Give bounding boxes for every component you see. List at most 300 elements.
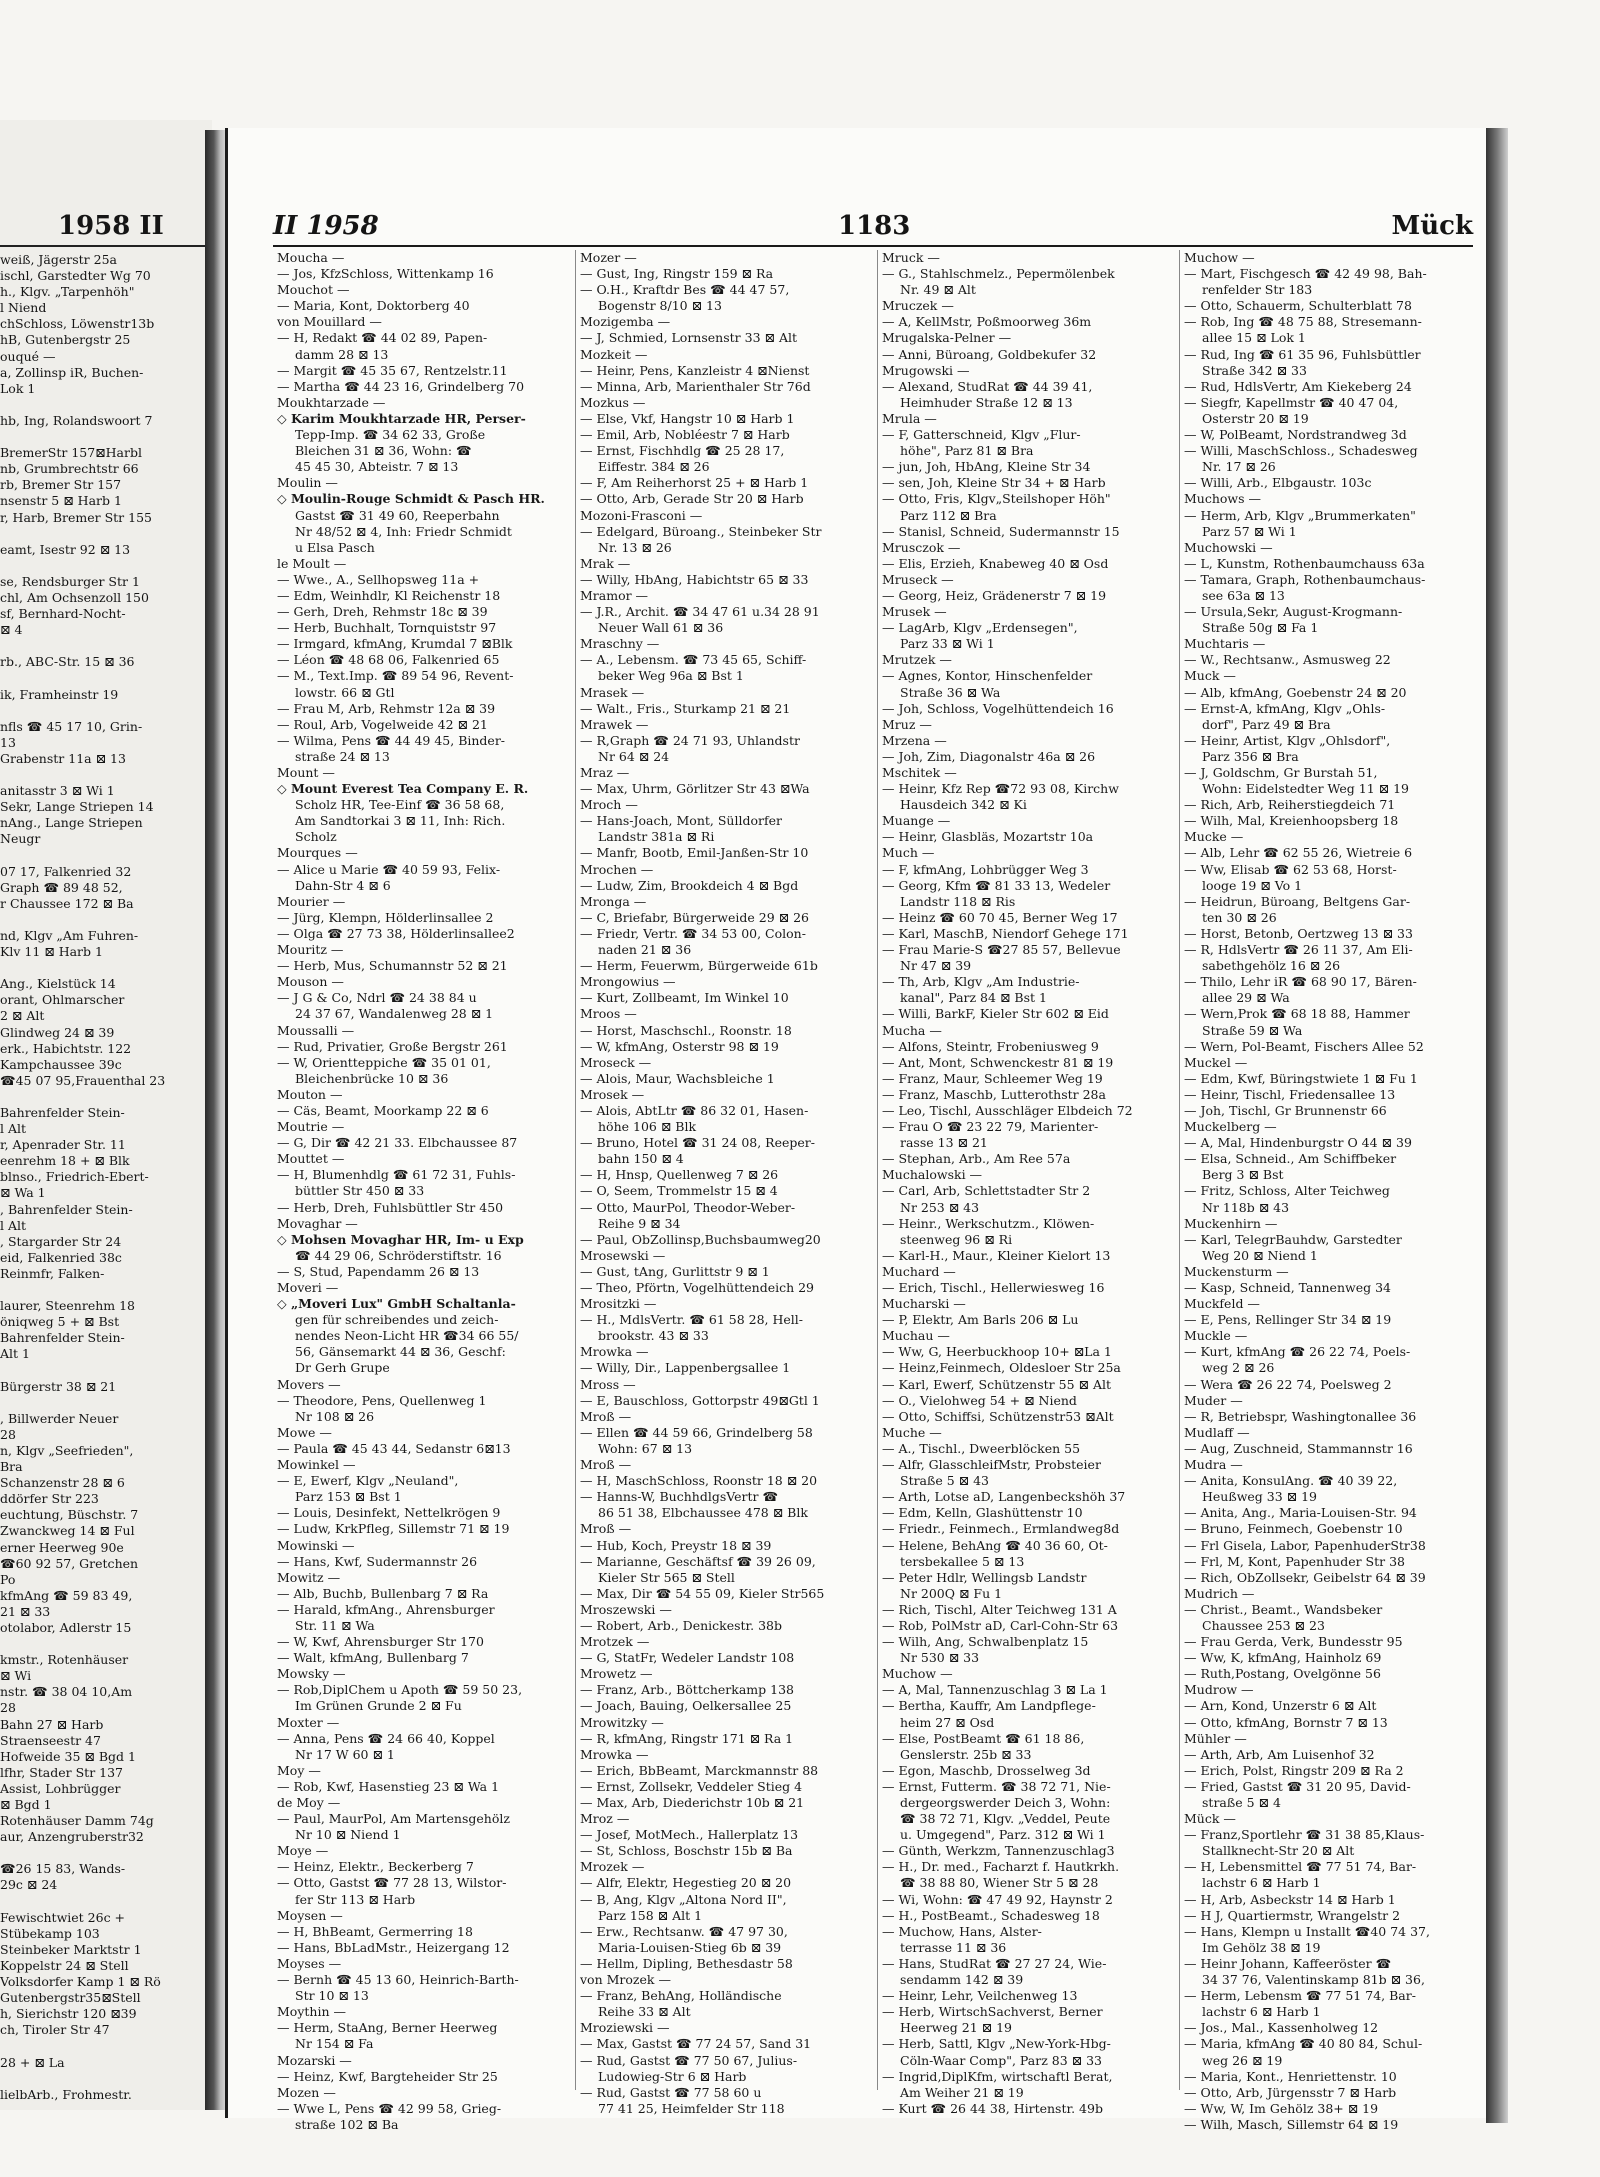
directory-entry-line: — Theodore, Pens, Quellenweg 1 bbox=[277, 1392, 487, 1408]
directory-entry-line: — H., PostBeamt., Schadesweg 18 bbox=[882, 1907, 1100, 1923]
directory-entry-line: — Ernst-A, kfmAng, Klgv „Ohls- bbox=[1184, 700, 1386, 716]
directory-entry-line: — Heinz, Kwf, Bargteheider Str 25 bbox=[277, 2068, 498, 2084]
directory-entry-line: Mruck — bbox=[882, 250, 940, 265]
directory-entry-line: Mraz — bbox=[580, 765, 630, 780]
directory-entry-line: Nr 253 ⊠ 43 bbox=[900, 1199, 980, 1215]
directory-entry-line: — Wilh, Mal, Kreienhoopsberg 18 bbox=[1184, 813, 1399, 829]
directory-entry-line: — Arth, Lotse aD, Langenbeckshöh 37 bbox=[882, 1489, 1126, 1505]
directory-entry-line: Mrosewski — bbox=[580, 1247, 666, 1263]
directory-entry-line: — H J, Quartiermstr, Wrangelstr 2 bbox=[1184, 1907, 1401, 1923]
directory-entry-line: — St, Schloss, Boschstr 15b ⊠ Ba bbox=[580, 1843, 793, 1859]
directory-entry-line: — Kasp, Schneid, Tannenweg 34 bbox=[1184, 1280, 1391, 1295]
directory-entry-line: — O, Seem, Trommelstr 15 ⊠ 4 bbox=[580, 1183, 778, 1199]
directory-entry-line: — Max, Dir ☎ 54 55 09, Kieler Str565 bbox=[580, 1585, 825, 1601]
directory-entry-line: Mück — bbox=[1184, 1811, 1236, 1827]
directory-entry-line: — Hans, BbLadMstr., Heizergang 12 bbox=[277, 1939, 510, 1955]
directory-entry-line: Moyses — bbox=[277, 1955, 342, 1971]
directory-entry-line: Kieler Str 565 ⊠ Stell bbox=[598, 1569, 735, 1585]
directory-entry-line: 77 41 25, Heimfelder Str 118 bbox=[598, 2100, 785, 2116]
directory-entry-line: Muchow — bbox=[1184, 250, 1255, 265]
directory-entry-line: Mross — bbox=[580, 1376, 636, 1392]
directory-entry-line: — Wilh, Masch, Sillemstr 64 ⊠ 19 bbox=[1184, 2116, 1399, 2132]
left-page-line: lfhr, Stader Str 137 bbox=[0, 1764, 124, 1780]
left-page-line bbox=[0, 1089, 205, 1105]
directory-entry-line: ☎ 38 88 80, Wiener Str 5 ⊠ 28 bbox=[900, 1875, 1099, 1891]
directory-entry-line: — H, MaschSchloss, Roonstr 18 ⊠ 20 bbox=[580, 1473, 818, 1489]
directory-entry-line: — Otto, Arb, Gerade Str 20 ⊠ Harb bbox=[580, 491, 804, 507]
directory-entry-line: Mroos — bbox=[580, 1006, 637, 1022]
directory-entry-line: höhe", Parz 81 ⊠ Bra bbox=[900, 443, 1034, 459]
left-page-line: l Alt bbox=[0, 1217, 27, 1233]
directory-entry-line: Nr. 49 ⊠ Alt bbox=[900, 282, 976, 298]
left-page-line: Kampchaussee 39c bbox=[0, 1056, 122, 1072]
directory-entry-line: — sen, Joh, Kleine Str 34 + ⊠ Harb bbox=[882, 475, 1106, 491]
directory-entry-line: Mroz — bbox=[580, 1811, 630, 1827]
left-page-line: Bahrenfelder Stein- bbox=[0, 1330, 125, 1346]
directory-entry-line: — Willi, Arb., Elbgaustr. 103c bbox=[1184, 475, 1372, 491]
directory-entry-line: — Günth, Werkzm, Tannenzuschlag3 bbox=[882, 1843, 1115, 1859]
directory-entry-line: Mroszewski — bbox=[580, 1601, 672, 1617]
directory-entry-line: straße 5 ⊠ 4 bbox=[1202, 1795, 1281, 1810]
directory-entry-line: Mruz — bbox=[882, 716, 932, 732]
left-page-line: r, Harb, Bremer Str 155 bbox=[0, 509, 152, 525]
directory-entry-line: — Thilo, Lehr iR ☎ 68 90 17, Bären- bbox=[1184, 974, 1417, 990]
left-page-line: Lok 1 bbox=[0, 380, 36, 396]
directory-entry-line: — Fried, Gastst ☎ 31 20 95, David- bbox=[1184, 1778, 1411, 1794]
directory-entry-line: — Leo, Tischl, Ausschläger Elbdeich 72 bbox=[882, 1102, 1133, 1118]
directory-entry-line: 86 51 38, Elbchaussee 478 ⊠ Blk bbox=[598, 1505, 808, 1521]
directory-entry-line: u. Umgegend", Parz. 312 ⊠ Wi 1 bbox=[900, 1827, 1106, 1843]
directory-entry-line: — W, PolBeamt, Nordstrandweg 3d bbox=[1184, 427, 1407, 443]
page-edge bbox=[1486, 128, 1508, 2123]
directory-entry-line: Moutrie — bbox=[277, 1119, 345, 1135]
directory-entry-line: von Mrozek — bbox=[580, 1972, 671, 1988]
directory-entry-line: Heußweg 33 ⊠ 19 bbox=[1202, 1489, 1318, 1505]
directory-entry-line: — Fritz, Schloss, Alter Teichweg bbox=[1184, 1183, 1390, 1199]
directory-entry-line: — Frl Gisela, Labor, PapenhuderStr38 bbox=[1184, 1537, 1426, 1553]
directory-entry-line: ◇ Mount Everest Tea Company E. R. bbox=[277, 781, 529, 797]
directory-entry-line: Parz 158 ⊠ Alt 1 bbox=[598, 1907, 703, 1923]
left-page-line: Bra bbox=[0, 1459, 23, 1475]
directory-entry-line: Mrula — bbox=[882, 410, 937, 426]
directory-entry-line: — Alb, Lehr ☎ 62 55 26, Wietreie 6 bbox=[1184, 845, 1413, 861]
directory-entry-line: Parz 57 ⊠ Wi 1 bbox=[1202, 523, 1297, 539]
directory-entry-line: Weg 20 ⊠ Niend 1 bbox=[1202, 1247, 1318, 1263]
directory-entry-line: bahn 150 ⊠ 4 bbox=[598, 1151, 684, 1167]
left-page-line: ischl, Garstedter Wg 70 bbox=[0, 268, 151, 284]
directory-entry-line: Movers — bbox=[277, 1376, 341, 1392]
left-page-line: sf, Bernhard-Nocht- bbox=[0, 606, 126, 622]
directory-entry-line: — Hans-Joach, Mont, Sülldorfer bbox=[580, 813, 782, 829]
directory-entry-line: Mrongowius — bbox=[580, 974, 676, 990]
directory-entry-line: — R, HdlsVertr ☎ 26 11 37, Am Eli- bbox=[1184, 942, 1413, 958]
directory-entry-line: Mrugalska-Pelner — bbox=[882, 330, 1012, 346]
left-page-line: eid, Falkenried 38c bbox=[0, 1249, 122, 1265]
directory-entry-line: Mouritz — bbox=[277, 942, 344, 958]
directory-entry-line: Mozoni-Frasconi — bbox=[580, 507, 703, 523]
left-page-line bbox=[0, 1845, 205, 1861]
directory-entry-line: Chaussee 253 ⊠ 23 bbox=[1202, 1617, 1325, 1633]
page-keyword: Mück bbox=[1391, 211, 1473, 241]
directory-entry-line: — Wwe., A., Sellhopsweg 11a + bbox=[277, 571, 480, 587]
directory-entry-line: — A., Lebensm. ☎ 73 45 65, Schiff- bbox=[580, 652, 807, 668]
directory-entry-line: — Alois, Maur, Wachsbleiche 1 bbox=[580, 1070, 775, 1086]
directory-entry-line: — Wilma, Pens ☎ 44 49 45, Binder- bbox=[277, 732, 506, 748]
directory-entry-line: — F, Gatterschneid, Klgv „Flur- bbox=[882, 427, 1081, 443]
directory-entry-line: — Léon ☎ 48 68 06, Falkenried 65 bbox=[277, 652, 500, 668]
directory-entry-line: ◇ „Moveri Lux" GmbH Schaltanla- bbox=[277, 1296, 516, 1312]
directory-entry-line: Moulin — bbox=[277, 475, 338, 491]
directory-entry-line: — Rud, Ing ☎ 61 35 96, Fuhlsbüttler bbox=[1184, 346, 1421, 362]
directory-entry-line: — Frau M, Arb, Rehmstr 12a ⊠ 39 bbox=[277, 700, 496, 716]
directory-entry-line: — Rob, PolMstr aD, Carl-Cohn-Str 63 bbox=[882, 1617, 1119, 1633]
directory-entry-line: — Paula ☎ 45 43 44, Sedanstr 6⊠13 bbox=[277, 1440, 511, 1456]
directory-entry-line: looge 19 ⊠ Vo 1 bbox=[1202, 877, 1303, 893]
directory-entry-line: — H, Redakt ☎ 44 02 89, Papen- bbox=[277, 330, 488, 346]
directory-entry-line: — E, Bauschloss, Gottorpstr 49⊠Gtl 1 bbox=[580, 1392, 820, 1408]
directory-entry-line: Mozen — bbox=[277, 2084, 336, 2100]
directory-entry-line: — J, Schmied, Lornsenstr 33 ⊠ Alt bbox=[580, 330, 797, 346]
directory-entry-line: — Joh, Tischl, Gr Brunnenstr 66 bbox=[1184, 1102, 1387, 1118]
directory-entry-line: — Ursula,Sekr, August-Krogmann- bbox=[1184, 604, 1403, 620]
directory-entry-line: — F, kfmAng, Lohbrügger Weg 3 bbox=[882, 861, 1089, 877]
directory-entry-line: Reihe 9 ⊠ 34 bbox=[598, 1215, 681, 1231]
directory-entry-line: — Rob, Kwf, Hasenstieg 23 ⊠ Wa 1 bbox=[277, 1778, 500, 1794]
directory-entry-line: Am Sandtorkai 3 ⊠ 11, Inh: Rich. bbox=[295, 813, 506, 829]
directory-entry-line: — Joach, Bauing, Oelkersallee 25 bbox=[580, 1698, 792, 1714]
directory-entry-line: — Edm, Kelln, Glashüttenstr 10 bbox=[882, 1505, 1083, 1521]
directory-entry-line: Mudlaff — bbox=[1184, 1424, 1250, 1440]
directory-entry-line: Mudrich — bbox=[1184, 1585, 1255, 1601]
directory-entry-line: Mroziewski — bbox=[580, 2020, 670, 2036]
directory-entry-line: Landstr 381a ⊠ Ri bbox=[598, 829, 715, 845]
directory-entry-line: — Herb, Buchhalt, Tornquiststr 97 bbox=[277, 620, 497, 636]
left-page-line: Koppelstr 24 ⊠ Stell bbox=[0, 1957, 129, 1973]
left-page-line: Klv 11 ⊠ Harb 1 bbox=[0, 944, 103, 960]
directory-entry-line: — Ludw, KrkPfleg, Sillemstr 71 ⊠ 19 bbox=[277, 1521, 510, 1537]
directory-entry-line: — E, Pens, Rellinger Str 34 ⊠ 19 bbox=[1184, 1312, 1392, 1328]
left-page-line: 2 ⊠ Alt bbox=[0, 1008, 45, 1024]
page-header bbox=[273, 203, 1473, 247]
directory-entry-line: brookstr. 43 ⊠ 33 bbox=[598, 1328, 709, 1344]
directory-entry-line: — R, kfmAng, Ringstr 171 ⊠ Ra 1 bbox=[580, 1730, 794, 1746]
directory-entry-line: — Else, Vkf, Hangstr 10 ⊠ Harb 1 bbox=[580, 410, 795, 426]
directory-entry-line: — Tamara, Graph, Rothenbaumchaus- bbox=[1184, 571, 1426, 587]
directory-entry-line: — W, Orientteppiche ☎ 35 01 01, bbox=[277, 1054, 491, 1070]
directory-entry-line: — Heinz, Elektr., Beckerberg 7 bbox=[277, 1859, 474, 1875]
directory-entry-line: — Ww, W, Im Gehölz 38+ ⊠ 19 bbox=[1184, 2100, 1379, 2116]
directory-entry-line: — Ellen ☎ 44 59 66, Grindelberg 58 bbox=[580, 1424, 813, 1440]
directory-entry-line: — Max, Gastst ☎ 77 24 57, Sand 31 bbox=[580, 2036, 812, 2052]
directory-entry-line: terrasse 11 ⊠ 36 bbox=[900, 1939, 1007, 1955]
directory-entry-line: Mourques — bbox=[277, 845, 358, 861]
left-page-line: Reinmfr, Falken- bbox=[0, 1265, 105, 1281]
directory-entry-line: — Horst, Betonb, Oertzweg 13 ⊠ 33 bbox=[1184, 925, 1413, 941]
left-page-line: nAng., Lange Striepen bbox=[0, 815, 143, 831]
directory-entry-line: Landstr 118 ⊠ Ris bbox=[900, 893, 1016, 909]
directory-entry-line: Mouchot — bbox=[277, 282, 350, 298]
left-page-line: ☎45 07 95,Frauenthal 23 bbox=[0, 1072, 166, 1088]
directory-entry-line: Mrusczok — bbox=[882, 539, 961, 555]
directory-entry-line: — Heinz,Feinmech, Oldesloer Str 25a bbox=[882, 1360, 1121, 1376]
left-page-line: , Billwerder Neuer bbox=[0, 1410, 119, 1426]
left-page-line: Rotenhäuser Damm 74g bbox=[0, 1813, 154, 1829]
left-page-line: h, Sierichstr 120 ⊠39 bbox=[0, 2006, 137, 2022]
directory-entry-line: lowstr. 66 ⊠ Gtl bbox=[295, 684, 395, 700]
directory-entry-line: — Heinr, Artist, Klgv „Ohlsdorf", bbox=[1184, 732, 1391, 748]
directory-entry-line: — Hans, StudRat ☎ 27 27 24, Wie- bbox=[882, 1955, 1107, 1971]
directory-entry-line: 24 37 67, Wandalenweg 28 ⊠ 1 bbox=[295, 1006, 494, 1022]
directory-entry-line: — Erich, Tischl., Hellerwiesweg 16 bbox=[882, 1280, 1105, 1295]
directory-entry-line: — G., Stahlschmelz., Pepermölenbek bbox=[882, 266, 1115, 282]
left-page-line bbox=[0, 1282, 205, 1298]
directory-entry-line: Nr. 13 ⊠ 26 bbox=[598, 539, 672, 555]
directory-entry-line: — Christ., Beamt., Wandsbeker bbox=[1184, 1601, 1383, 1617]
directory-entry-line: — Max, Arb, Diederichstr 10b ⊠ 21 bbox=[580, 1795, 805, 1810]
directory-entry-line: — Manfr, Bootb, Emil-Janßen-Str 10 bbox=[580, 845, 809, 861]
directory-entry-line: — Herm, Arb, Klgv „Brummerkaten" bbox=[1184, 507, 1416, 523]
left-page-line bbox=[0, 2038, 205, 2054]
directory-entry-line: — Hans, Klempn u Installt ☎40 74 37, bbox=[1184, 1923, 1430, 1939]
directory-entry-line: — Elsa, Schneid., Am Schiffbeker bbox=[1184, 1151, 1397, 1167]
directory-entry-line: — Willi, BarkF, Kieler Str 602 ⊠ Eid bbox=[882, 1006, 1109, 1022]
left-page-line bbox=[0, 703, 205, 719]
directory-entry-line: nendes Neon-Licht HR ☎34 66 55/ bbox=[295, 1328, 519, 1344]
directory-column-1 bbox=[273, 250, 565, 2132]
directory-entry-line: Parz 153 ⊠ Bst 1 bbox=[295, 1489, 402, 1505]
directory-entry-line: — Rich, ObZollsekr, Geibelstr 64 ⊠ 39 bbox=[1184, 1569, 1426, 1585]
directory-entry-line: Nr. 17 ⊠ 26 bbox=[1202, 459, 1276, 475]
left-page-line: nfls ☎ 45 17 10, Grin- bbox=[0, 718, 143, 734]
directory-entry-line: — Alois, AbtLtr ☎ 86 32 01, Hasen- bbox=[580, 1102, 809, 1118]
directory-entry-line: Osterstr 20 ⊠ 19 bbox=[1202, 410, 1309, 426]
directory-entry-line: rasse 13 ⊠ 21 bbox=[900, 1135, 988, 1151]
directory-entry-line: Mowsky — bbox=[277, 1666, 346, 1682]
directory-entry-line: Wohn: 67 ⊠ 13 bbox=[598, 1440, 693, 1456]
directory-entry-line: weg 2 ⊠ 26 bbox=[1202, 1360, 1275, 1376]
directory-entry-line: — Otto, Gastst ☎ 77 28 13, Wilstor- bbox=[277, 1875, 507, 1891]
directory-entry-line: lachstr 6 ⊠ Harb 1 bbox=[1202, 2004, 1321, 2020]
directory-entry-line: Ludowieg-Str 6 ⊠ Harb bbox=[598, 2068, 747, 2084]
directory-entry-line: — Max, Uhrm, Görlitzer Str 43 ⊠Wa bbox=[580, 781, 810, 797]
directory-entry-line: Mrak — bbox=[580, 555, 631, 571]
directory-entry-line: — Anni, Büroang, Goldbekufer 32 bbox=[882, 346, 1097, 362]
directory-entry-line: — Willi, MaschSchloss., Schadesweg bbox=[1184, 443, 1418, 459]
directory-entry-line: Mrotzek — bbox=[580, 1634, 650, 1650]
directory-entry-line: Mouson — bbox=[277, 974, 344, 990]
directory-entry-line: — Frl, M, Kont, Papenhuder Str 38 bbox=[1184, 1553, 1406, 1569]
directory-entry-line: — Otto, Schiffsi, Schützenstr53 ⊠Alt bbox=[882, 1408, 1114, 1424]
directory-entry-line: Mroch — bbox=[580, 797, 638, 813]
directory-entry-line: — Aug, Zuschneid, Stammannstr 16 bbox=[1184, 1440, 1413, 1456]
left-page-line: ⊠ Bgd 1 bbox=[0, 1797, 52, 1812]
directory-entry-line: — Friedr, Vertr. ☎ 34 53 00, Colon- bbox=[580, 925, 806, 941]
directory-entry-line: — Rob,DiplChem u Apoth ☎ 59 50 23, bbox=[277, 1682, 523, 1698]
directory-entry-line: naden 21 ⊠ 36 bbox=[598, 942, 692, 958]
directory-entry-line: — Ruth,Postang, Ovelgönne 56 bbox=[1184, 1666, 1381, 1682]
directory-entry-line: heim 27 ⊠ Osd bbox=[900, 1714, 995, 1730]
left-page-line: euchtung, Büschstr. 7 bbox=[0, 1507, 139, 1523]
directory-entry-line: — Erich, Polst, Ringstr 209 ⊠ Ra 2 bbox=[1184, 1762, 1404, 1778]
directory-entry-line: — Heinr, Tischl, Friedensallee 13 bbox=[1184, 1086, 1396, 1102]
directory-entry-line: — jun, Joh, HbAng, Kleine Str 34 bbox=[882, 459, 1091, 475]
directory-entry-line: — M., Text.Imp. ☎ 89 54 96, Revent- bbox=[277, 668, 514, 684]
directory-entry-line: — Wern,Prok ☎ 68 18 88, Hammer bbox=[1184, 1006, 1410, 1022]
directory-entry-line: — Kurt ☎ 26 44 38, Hirtenstr. 49b bbox=[882, 2100, 1103, 2116]
directory-entry-line: — Harald, kfmAng., Ahrensburger bbox=[277, 1601, 495, 1617]
directory-entry-line: Cöln-Waar Comp", Parz 83 ⊠ 33 bbox=[900, 2052, 1103, 2068]
directory-entry-line: — P, Elektr, Am Barls 206 ⊠ Lu bbox=[882, 1312, 1079, 1328]
directory-entry-line: — Frau O ☎ 23 22 79, Marienter- bbox=[882, 1119, 1099, 1135]
directory-entry-line: — Ernst, Futterm. ☎ 38 72 71, Nie- bbox=[882, 1778, 1111, 1794]
directory-entry-line: Mronga — bbox=[580, 893, 647, 909]
left-page-line: ☎60 92 57, Gretchen bbox=[0, 1555, 139, 1571]
directory-entry-line: — Marianne, Geschäftsf ☎ 39 26 09, bbox=[580, 1553, 816, 1569]
directory-entry-line: — Otto, Schauerm, Schulterblatt 78 bbox=[1184, 298, 1412, 314]
directory-entry-line: Mowinkel — bbox=[277, 1457, 356, 1473]
directory-entry-line: — Jos, KfzSchloss, Wittenkamp 16 bbox=[277, 266, 494, 282]
directory-entry-line: u Elsa Pasch bbox=[295, 539, 375, 555]
directory-entry-line: Muckfeld — bbox=[1184, 1296, 1260, 1312]
directory-entry-line: — A., Tischl., Dweerblöcken 55 bbox=[882, 1440, 1081, 1456]
directory-entry-line: Muange — bbox=[882, 813, 951, 829]
directory-entry-line: Eiffestr. 384 ⊠ 26 bbox=[598, 459, 710, 475]
directory-entry-line: Moye — bbox=[277, 1843, 329, 1859]
directory-entry-line: straße 102 ⊠ Ba bbox=[295, 2116, 399, 2132]
directory-entry-line: — Rud, Gastst ☎ 77 50 67, Julius- bbox=[580, 2052, 798, 2068]
directory-entry-line: — Otto, Fris, Klgv„Steilshoper Höh" bbox=[882, 491, 1111, 507]
directory-entry-line: — Alexand, StudRat ☎ 44 39 41, bbox=[882, 378, 1093, 394]
directory-entry-line: — Heinr, Kfz Rep ☎72 93 08, Kirchw bbox=[882, 781, 1119, 797]
directory-entry-line: Tepp-Imp. ☎ 34 62 33, Große bbox=[295, 427, 486, 443]
directory-entry-line: Nr 154 ⊠ Fa bbox=[295, 2036, 374, 2052]
directory-entry-line: — Rob, Ing ☎ 48 75 88, Stresemann- bbox=[1184, 314, 1422, 330]
directory-entry-line: — Irmgard, kfmAng, Krumdal 7 ⊠Blk bbox=[277, 636, 513, 652]
directory-entry-line: Stallknecht-Str 20 ⊠ Alt bbox=[1202, 1843, 1355, 1859]
directory-entry-line: Bogenstr 8/10 ⊠ 13 bbox=[598, 298, 722, 314]
left-page-line: erner Heerweg 90e bbox=[0, 1539, 124, 1555]
directory-entry-line: — L, Kunstm, Rothenbaumchauss 63a bbox=[1184, 555, 1425, 571]
directory-entry-line: Moussalli — bbox=[277, 1022, 355, 1038]
directory-entry-line: Nr 48/52 ⊠ 4, Inh: Friedr Schmidt bbox=[295, 523, 512, 539]
directory-entry-line: Mrusek — bbox=[882, 604, 947, 620]
directory-entry-line: Muchard — bbox=[882, 1263, 956, 1279]
directory-entry-line: Maria-Louisen-Stieg 6b ⊠ 39 bbox=[598, 1939, 782, 1955]
directory-entry-line: — Herb, Sattl, Klgv „New-York-Hbg- bbox=[882, 2036, 1111, 2052]
directory-entry-line: Mowe — bbox=[277, 1424, 332, 1440]
directory-entry-line: Mrochen — bbox=[580, 861, 654, 877]
directory-entry-line: Muckle — bbox=[1184, 1328, 1248, 1344]
directory-entry-line: Mruczek — bbox=[882, 298, 954, 314]
directory-entry-line: — Arth, Arb, Am Luisenhof 32 bbox=[1184, 1746, 1375, 1762]
directory-entry-line: — H, Hnsp, Quellenweg 7 ⊠ 26 bbox=[580, 1167, 779, 1183]
directory-entry-line: Mraschny — bbox=[580, 636, 660, 652]
directory-entry-line: — Frau Gerda, Verk, Bundesstr 95 bbox=[1184, 1634, 1403, 1650]
directory-entry-line: — Theo, Pförtn, Vogelhüttendeich 29 bbox=[580, 1280, 815, 1295]
directory-entry-line: — Emil, Arb, Nobléestr 7 ⊠ Harb bbox=[580, 427, 790, 443]
directory-entry-line: allee 29 ⊠ Wa bbox=[1202, 990, 1290, 1006]
directory-entry-line: — Alfons, Steintr, Frobeniusweg 9 bbox=[882, 1038, 1099, 1054]
left-page-line: nstr. ☎ 38 04 10,Am bbox=[0, 1684, 133, 1700]
left-page-line bbox=[0, 397, 205, 413]
directory-entry-line: — Hans, Kwf, Sudermannstr 26 bbox=[277, 1553, 478, 1569]
directory-entry-line: allee 15 ⊠ Lok 1 bbox=[1202, 330, 1306, 346]
left-page-line: Ang., Kielstück 14 bbox=[0, 976, 116, 992]
directory-entry-line: ◇ Mohsen Movaghar HR, Im- u Exp bbox=[277, 1231, 524, 1247]
left-page-line: l Alt bbox=[0, 1121, 27, 1137]
directory-entry-line: Muchow — bbox=[882, 1666, 953, 1682]
directory-entry-line: — Rud, Privatier, Große Bergstr 261 bbox=[277, 1038, 508, 1054]
directory-entry-line: le Moult — bbox=[277, 555, 347, 571]
directory-entry-line: — E, Ewerf, Klgv „Neuland", bbox=[277, 1473, 459, 1489]
directory-entry-line: — Anita, Ang., Maria-Louisen-Str. 94 bbox=[1184, 1505, 1417, 1521]
directory-entry-line: ☎ 38 72 71, Klgv. „Veddel, Peute bbox=[900, 1811, 1111, 1827]
directory-entry-line: — Paul, MaurPol, Am Martensgehölz bbox=[277, 1811, 510, 1827]
directory-entry-line: — H, Blumenhdlg ☎ 61 72 31, Fuhls- bbox=[277, 1167, 516, 1183]
directory-entry-line: — Wera ☎ 26 22 74, Poelsweg 2 bbox=[1184, 1376, 1392, 1392]
directory-entry-line: — C, Briefabr, Bürgerweide 29 ⊠ 26 bbox=[580, 909, 810, 925]
left-page-line: Gutenbergstr35⊠Stell bbox=[0, 1990, 141, 2006]
directory-entry-line: — Walt., Fris., Sturkamp 21 ⊠ 21 bbox=[580, 700, 791, 716]
directory-entry-line: Neuer Wall 61 ⊠ 36 bbox=[598, 620, 724, 636]
directory-entry-line: Im Grünen Grunde 2 ⊠ Fu bbox=[295, 1698, 462, 1714]
directory-entry-line: Mucharski — bbox=[882, 1296, 966, 1312]
left-page-line: nb, Grumbrechtstr 66 bbox=[0, 461, 139, 477]
directory-entry-line: Mouton — bbox=[277, 1086, 343, 1102]
left-page-line: Po bbox=[0, 1571, 16, 1587]
directory-entry-line: Mudrow — bbox=[1184, 1682, 1254, 1698]
page-header-left: II 1958 bbox=[273, 211, 379, 241]
left-page-line: öniqweg 5 + ⊠ Bst bbox=[0, 1314, 120, 1330]
directory-entry-line: — Ant, Mont, Schwenckestr 81 ⊠ 19 bbox=[882, 1054, 1114, 1070]
directory-entry-line: Muckelberg — bbox=[1184, 1119, 1277, 1135]
directory-entry-line: — Franz, BehAng, Holländische bbox=[580, 1988, 782, 2004]
directory-entry-line: — Heinr, Glasbläs, Mozartstr 10a bbox=[882, 829, 1094, 845]
left-page-line: ⊠ Wi bbox=[0, 1668, 32, 1684]
left-page-line: kmstr., Rotenhäuser bbox=[0, 1652, 129, 1668]
left-page-line: blnso., Friedrich-Ebert- bbox=[0, 1169, 149, 1185]
directory-entry-line: Mowinski — bbox=[277, 1537, 355, 1553]
left-page-line: r Chaussee 172 ⊠ Ba bbox=[0, 895, 134, 911]
directory-entry-line: — Josef, MotMech., Hallerplatz 13 bbox=[580, 1827, 799, 1843]
directory-entry-line: Mschitek — bbox=[882, 765, 957, 780]
directory-entry-line: — Muchow, Hans, Alster- bbox=[882, 1923, 1042, 1939]
left-page-line: chl, Am Ochsenzoll 150 bbox=[0, 589, 149, 605]
directory-entry-line: Scholz bbox=[295, 829, 337, 845]
directory-entry-line: — Herm, Lebensm ☎ 77 51 74, Bar- bbox=[1184, 1988, 1416, 2004]
directory-entry-line: — Alfr, GlasschleifMstr, Probsteier bbox=[882, 1457, 1101, 1473]
left-page-line: eenrehm 18 + ⊠ Blk bbox=[0, 1153, 130, 1169]
left-page-line: 07 17, Falkenried 32 bbox=[0, 863, 132, 879]
directory-entry-line: — Bertha, Kauffr, Am Landpflege- bbox=[882, 1698, 1096, 1714]
left-page-line: rb., ABC-Str. 15 ⊠ 36 bbox=[0, 654, 135, 670]
directory-entry-line: Muchows — bbox=[1184, 491, 1262, 507]
directory-entry-line: — Rud, HdlsVertr, Am Kiekeberg 24 bbox=[1184, 378, 1412, 394]
directory-entry-line: — G, Dir ☎ 42 21 33. Elbchaussee 87 bbox=[277, 1135, 518, 1151]
directory-entry-line: Muchau — bbox=[882, 1328, 950, 1344]
directory-column-3 bbox=[877, 250, 1170, 2116]
directory-entry-line: — J G & Co, Ndrl ☎ 24 38 84 u bbox=[277, 990, 477, 1006]
left-page-line: aur, Anzengruberstr32 bbox=[0, 1829, 144, 1845]
directory-entry-line: — Georg, Kfm ☎ 81 33 13, Wedeler bbox=[882, 877, 1111, 893]
directory-entry-line: 56, Gänsemarkt 44 ⊠ 36, Geschf: bbox=[295, 1344, 506, 1360]
directory-entry-line: — Otto, MaurPol, Theodor-Weber- bbox=[580, 1199, 796, 1215]
directory-entry-line: gen für schreibendes und zeich- bbox=[295, 1312, 499, 1328]
directory-entry-line: Mroß — bbox=[580, 1408, 632, 1424]
directory-entry-line: — Edm, Weinhdlr, Kl Reichenstr 18 bbox=[277, 587, 501, 603]
directory-entry-line: ◇ Karim Moukhtarzade HR, Perser- bbox=[277, 410, 526, 426]
left-page-line bbox=[0, 526, 205, 542]
